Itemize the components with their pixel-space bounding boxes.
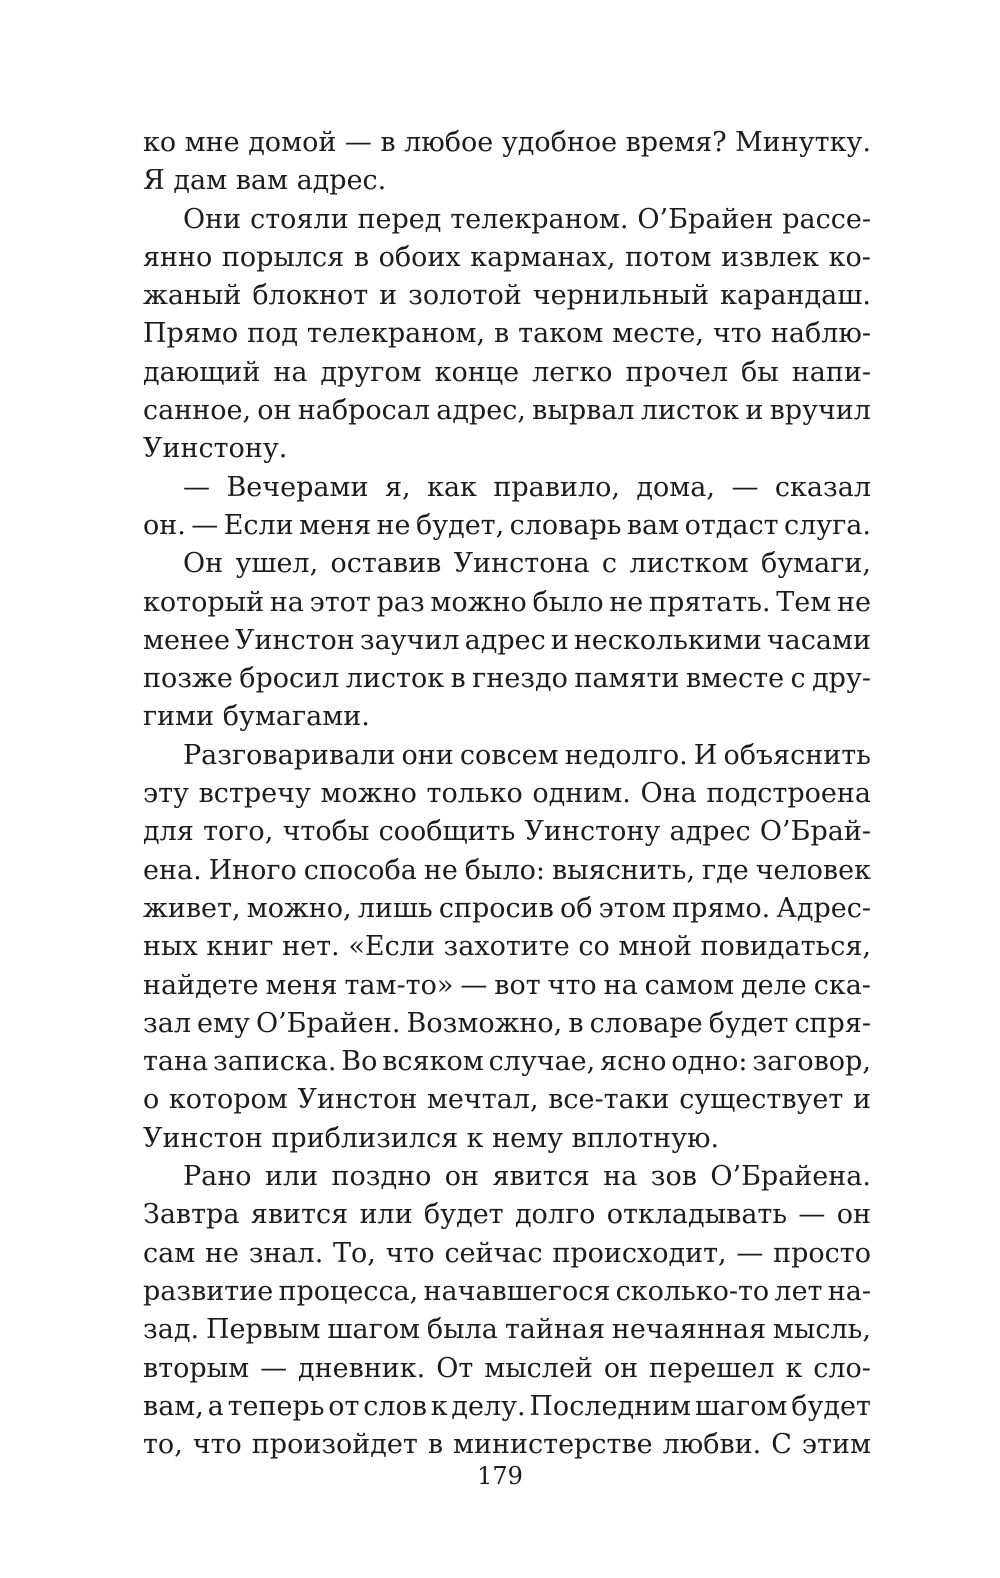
paragraph-2 [143, 201, 871, 469]
text-line: Они стояли перед телекраном. О’Брайен рассе- [183, 203, 871, 235]
body-text [143, 124, 871, 1464]
text-line: санное, он набросал адрес, вырвал листок и вручил [143, 395, 871, 427]
text-line: то, что произойдет в министерстве любви. С этим [143, 1429, 871, 1461]
text-line: янно порылся в обоих карманах, потом извлек ко- [143, 241, 871, 273]
text-line: эту встречу можно только одним. Она подстроена [143, 778, 871, 810]
text-line: найдете меня там-то» — вот что на самом деле ска- [143, 969, 871, 1001]
text-line: Я дам вам адрес. [143, 165, 387, 197]
text-line: сам не знал. То, что сейчас происходит, — просто [143, 1237, 871, 1269]
text-line: Разговаривали они совсем недолго. И объяснить [183, 739, 871, 771]
text-line: позже бросил листок в гнездо памяти вместе с дру- [143, 663, 871, 695]
text-line: зал ему О’Брайен. Возможно, в словаре будет спря- [143, 1007, 871, 1039]
text-line: дающий на другом конце легко прочел бы напи- [143, 356, 871, 388]
text-line: жаный блокнот и золотой чернильный карандаш. [143, 280, 871, 312]
text-line: живет, можно, лишь спросив об этом прямо. Адрес- [143, 892, 871, 924]
paragraph-6 [143, 1158, 871, 1464]
paragraph-4 [143, 545, 871, 736]
text-line: Рано или поздно он явится на зов О’Брайена. [183, 1161, 871, 1193]
text-line: Уинстон приблизился к нему вплотную. [143, 1122, 720, 1154]
text-line: развитие процесса, начавшегося сколько-то лет на- [143, 1275, 871, 1307]
text-line: о котором Уинстон мечтал, все-таки существует и [143, 1084, 871, 1116]
text-line: Он ушел, оставив Уинстона с листком бумаги, [183, 548, 871, 580]
paragraph-5 [143, 737, 871, 1158]
text-line: тана записка. Во всяком случае, ясно одно: заговор, [143, 1046, 871, 1078]
text-line: ных книг нет. «Если захотите со мной повидаться, [143, 931, 871, 963]
text-line: менее Уинстон заучил адрес и несколькими часами [143, 624, 871, 656]
text-line: — Вечерами я, как правило, дома, — сказал [183, 471, 871, 503]
text-line: зад. Первым шагом была тайная нечаянная мысль, [143, 1314, 871, 1346]
text-line: который на этот раз можно было не прятать. Тем не [143, 586, 871, 618]
text-line: Уинстону. [143, 433, 288, 465]
paragraph-1 [143, 124, 871, 201]
text-line: вторым — дневник. От мыслей он перешел к сло- [143, 1352, 871, 1384]
text-line: для того, чтобы сообщить Уинстону адрес О’Брай- [143, 816, 871, 848]
text-line: гими бумагами. [143, 701, 370, 733]
text-line: вам, а теперь от слов к делу. Последним шагом будет [143, 1390, 871, 1422]
text-line: Прямо под телекраном, в таком месте, что наблю- [143, 318, 871, 350]
text-line: ко мне домой — в любое удобное время? Минутку. [143, 127, 871, 158]
paragraph-3 [143, 469, 871, 546]
text-line: ена. Иного способа не было: выяснить, где человек [143, 854, 871, 886]
page-number: 179 [477, 1462, 523, 1490]
text-line: Завтра явится или будет долго откладывать — он [143, 1199, 871, 1231]
text-line: он. — Если меня не будет, словарь вам отдаст слуга. [143, 509, 871, 541]
